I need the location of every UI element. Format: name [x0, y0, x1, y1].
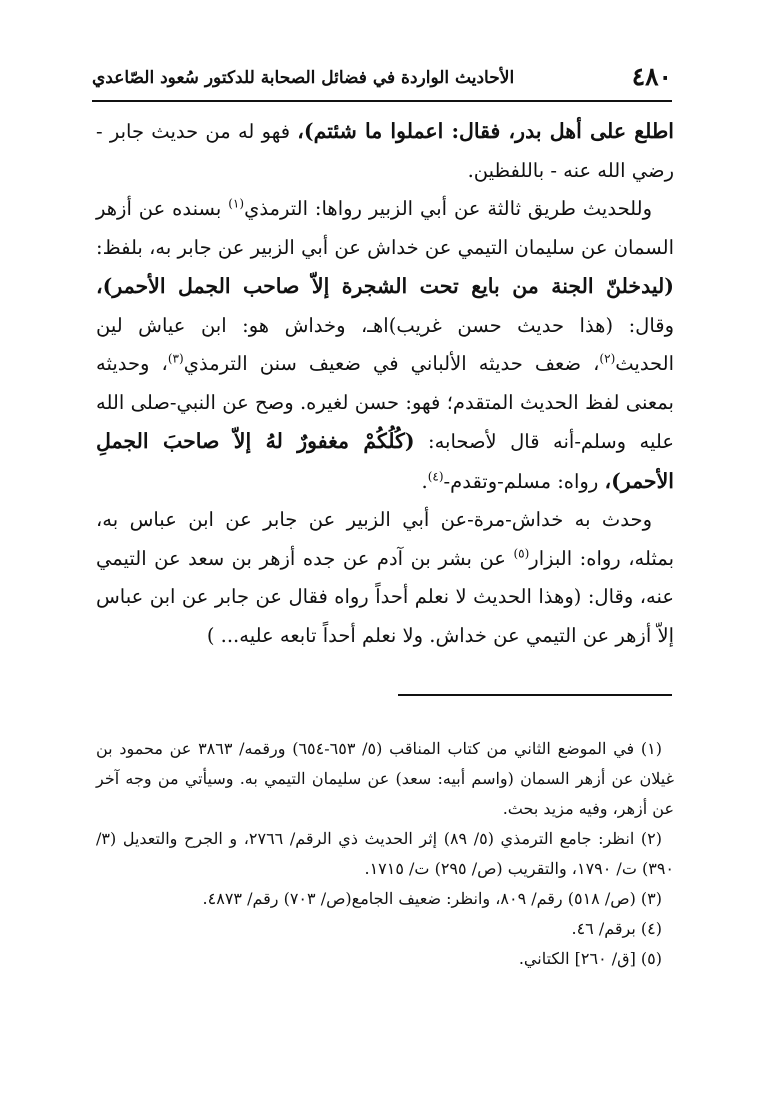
footnote-5: (٥) [ق/ ٢٦٠] الكتاني. [518, 949, 662, 968]
paragraph-1 [96, 112, 674, 190]
footnote-1: (١) في الموضع الثاني من كتاب المناقب (٥/ ٦٥٣-٦٥٤) ورقمه/ ٣٨٦٣ عن محمود بن غيلان عن أزهر السمان (واسم أبيه: سعد) عن سليمان التيمي به. وسيأتي من وجه آخر عن أزهر، وفيه مزيد بحث. [96, 739, 674, 818]
hadith-quote: اطلع على أهل بدر، فقال: اعملوا ما شئتم)، [297, 119, 674, 143]
paragraph-text: فهو له من حديث جابر - رضي الله عنه - باللفظين. [96, 120, 674, 182]
page-header [92, 60, 672, 102]
paragraph-text: . [421, 469, 428, 493]
hadith-quote: (ليدخلنّ الجنة من بايع تحت الشجرة إلاّ صاحب الجمل الأحمر)، [96, 274, 674, 298]
paragraph-text: رواه: مسلم-وتقدم- [443, 469, 605, 493]
paragraph-2 [96, 190, 674, 501]
footnote-ref-1: (١) [228, 196, 245, 211]
footnote-ref-3: (٣) [167, 351, 184, 366]
footnote-3: (٣) (ص/ ٥١٨) رقم/ ٨٠٩، وانظر: ضعيف الجامع(ص/ ٧٠٣) رقم/ ٤٨٧٣. [202, 889, 662, 908]
paragraph-3 [96, 501, 674, 655]
page-number: ٤٨٠ [631, 62, 672, 91]
footnote-ref-5: (٥) [513, 546, 530, 560]
paragraph-text: ، ضعف حديثه الألباني في ضعيف سنن الترمذي [183, 352, 600, 375]
footnote-4: (٤) برقم/ ٤٦. [571, 919, 662, 938]
hadith-quote: (كُلُكُمْ مغفورٌ لهُ إلاّ صاحبَ الجملِ الأحمر)، [96, 429, 674, 493]
footnote-2: (٢) انظر: جامع الترمذي (٥/ ٨٩) إثر الحديث ذي الرقم/ ٢٧٦٦، و الجرح والتعديل (٣/ ٣٩٠) ت/ ١٧٩٠، والتقريب (ص/ ٢٩٥) ت/ ١٧١٥. [96, 829, 674, 878]
footnote-ref-4: (٤) [427, 469, 444, 483]
paragraph-text: عن بشر بن آدم عن جده أزهر بن سعد عن التيمي عنه، وقال: (وهذا الحديث لا نعلم أحداً رواه فقال عن جابر عن ابن عباس إلاّ أزهر عن التيمي عن خداش. ولا نعلم أحداً تابعه عليه... ) [96, 546, 674, 647]
running-title: الأحاديث الواردة في فضائل الصحابة للدكتور سُعود الصّاعدي [92, 68, 515, 88]
footnotes [96, 734, 674, 974]
paragraph-text: وحدث به خداش-مرة-عن أبي الزبير عن جابر عن ابن عباس به، بمثله، رواه: البزار [96, 508, 674, 570]
paragraph-text: ، وحديثه بمعنى لفظ الحديث المتقدم؛ فهو: حسن لغيره. وصح عن النبي-صلى الله عليه وسلم-أنه قال لأصحابه: [96, 352, 674, 453]
paragraph-text: وللحديث طريق ثالثة عن أبي الزبير رواها: الترمذي [244, 197, 652, 220]
main-text [96, 112, 674, 655]
footnote-ref-2: (٢) [599, 351, 616, 366]
paragraph-text: وقال: (هذا حديث حسن غريب)اهـ، وخداش هو: ابن عياش لين الحديث [96, 313, 675, 375]
footnote-separator [398, 694, 672, 696]
paragraph-text: بسنده عن أزهر السمان عن سليمان التيمي عن خداش عن أبي الزبير عن جابر به، بلفظ: [96, 197, 674, 259]
